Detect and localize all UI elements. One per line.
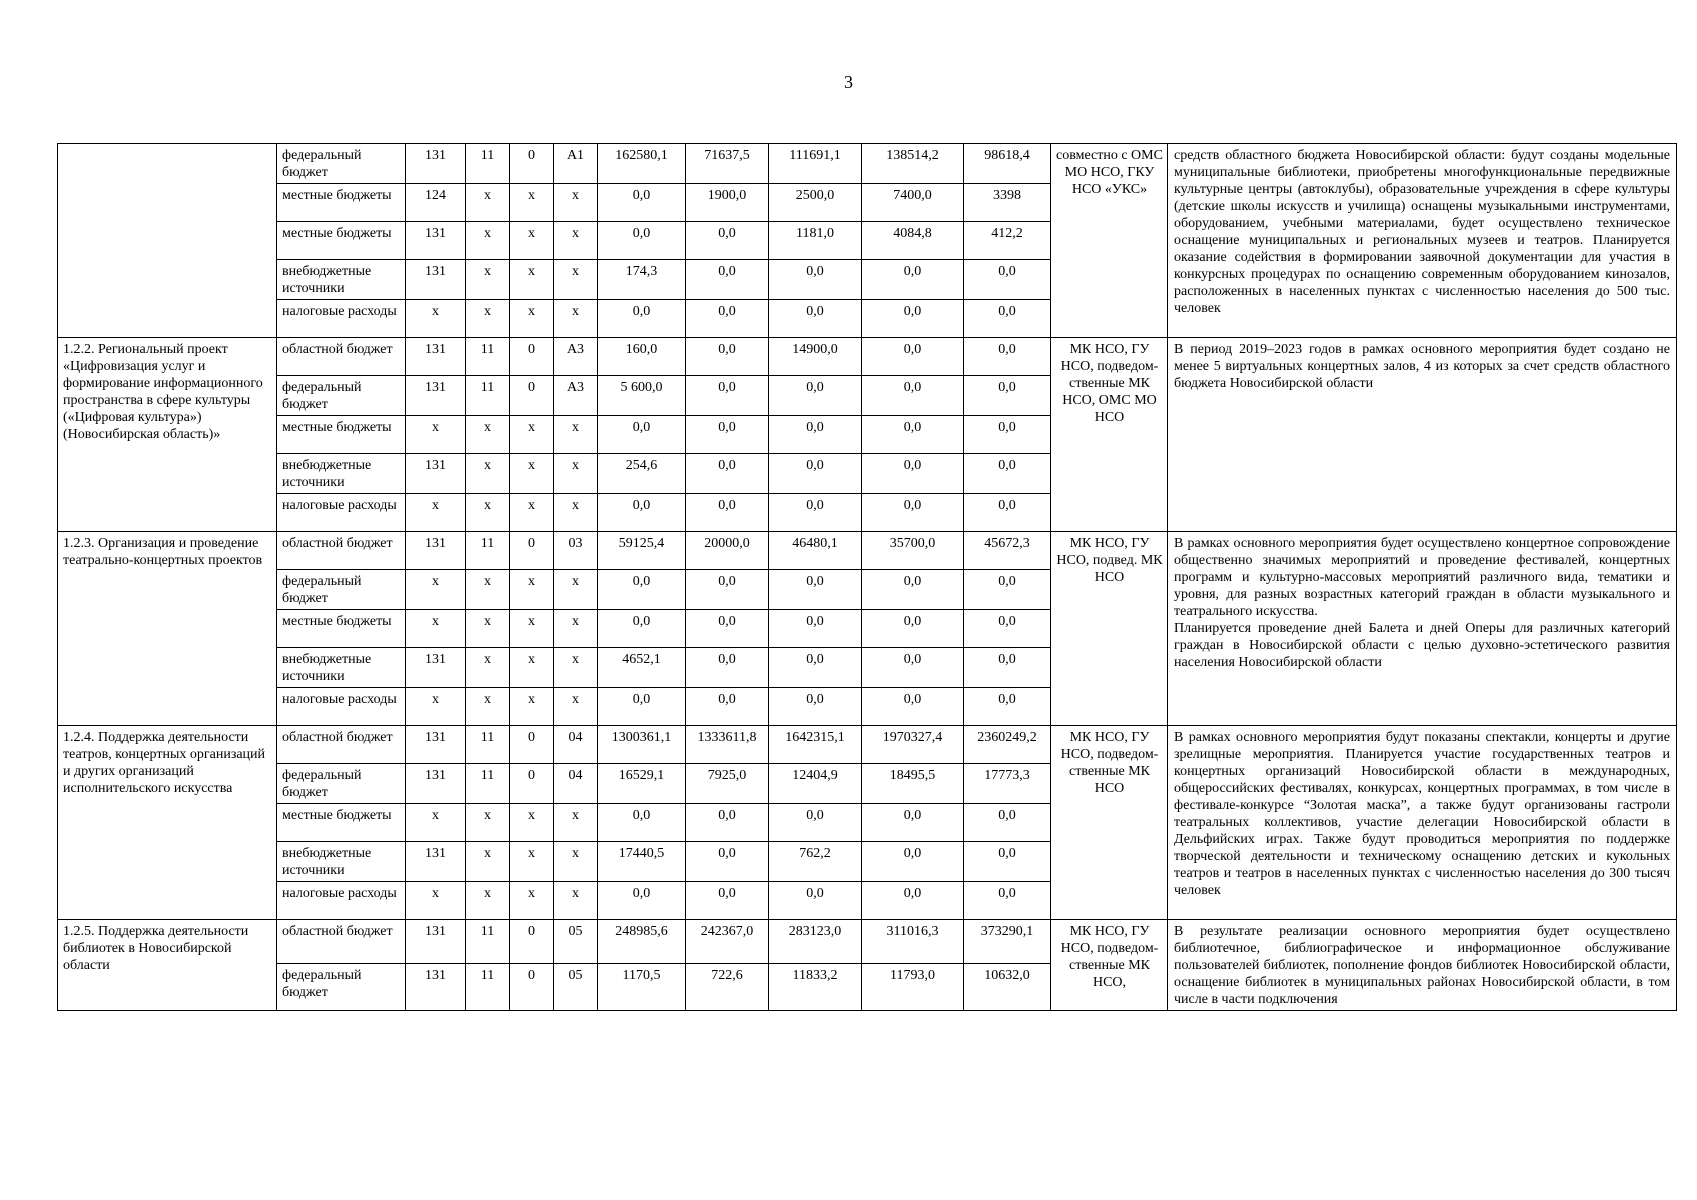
- cell-value: 0,0: [686, 376, 769, 416]
- cell-value: 04: [554, 726, 598, 764]
- cell-value: 0,0: [964, 416, 1051, 454]
- cell-value: 0: [510, 920, 554, 964]
- description-text: В рамках основного мероприятия будет осуществлено концертное сопровождение общественно значимых мероприятий и проведение фестивалей, концертных программ и культурно-массовых мероприятий различного вида, тематики и уровня, для разных возрастных категорий граждан в области музыкального и театрального искусства.: [1174, 536, 1670, 619]
- cell-value: x: [406, 610, 466, 648]
- cell-value: 373290,1: [964, 920, 1051, 964]
- funding-source: налоговые расходы: [277, 688, 406, 726]
- cell-value: x: [406, 494, 466, 532]
- funding-source: областной бюджет: [277, 920, 406, 964]
- cell-value: 131: [406, 920, 466, 964]
- cell-value: 0,0: [862, 338, 964, 376]
- cell-value: 0,0: [686, 648, 769, 688]
- funding-source: областной бюджет: [277, 726, 406, 764]
- cell-value: x: [554, 300, 598, 338]
- expected-result: [1168, 726, 1677, 920]
- cell-value: 131: [406, 222, 466, 260]
- funding-source: внебюджетные источники: [277, 842, 406, 882]
- cell-value: 0,0: [598, 300, 686, 338]
- cell-value: 11: [466, 764, 510, 804]
- cell-value: 0,0: [964, 376, 1051, 416]
- cell-value: 131: [406, 260, 466, 300]
- table-row: [58, 338, 1677, 376]
- cell-value: x: [510, 184, 554, 222]
- cell-value: 0,0: [862, 610, 964, 648]
- cell-value: x: [554, 260, 598, 300]
- cell-value: x: [466, 842, 510, 882]
- cell-value: x: [466, 610, 510, 648]
- cell-value: 0,0: [598, 688, 686, 726]
- measure-name: [58, 144, 277, 338]
- cell-value: 0,0: [862, 882, 964, 920]
- cell-value: 0,0: [964, 570, 1051, 610]
- cell-value: 11: [466, 920, 510, 964]
- cell-value: 46480,1: [769, 532, 862, 570]
- funding-source: областной бюджет: [277, 338, 406, 376]
- cell-value: 0: [510, 764, 554, 804]
- cell-value: 131: [406, 454, 466, 494]
- cell-value: 20000,0: [686, 532, 769, 570]
- cell-value: x: [406, 300, 466, 338]
- cell-value: x: [554, 570, 598, 610]
- cell-value: 0,0: [862, 570, 964, 610]
- cell-value: 0,0: [598, 222, 686, 260]
- cell-value: 0,0: [769, 610, 862, 648]
- cell-value: 1642315,1: [769, 726, 862, 764]
- cell-value: x: [554, 648, 598, 688]
- cell-value: 2500,0: [769, 184, 862, 222]
- executor: МК НСО, ГУ НСО, подведом-ственные МК НСО: [1051, 726, 1168, 920]
- cell-value: x: [466, 222, 510, 260]
- cell-value: 0,0: [769, 804, 862, 842]
- cell-value: 138514,2: [862, 144, 964, 184]
- cell-value: 174,3: [598, 260, 686, 300]
- cell-value: x: [510, 804, 554, 842]
- cell-value: x: [510, 648, 554, 688]
- cell-value: 0,0: [598, 804, 686, 842]
- cell-value: 59125,4: [598, 532, 686, 570]
- cell-value: 0,0: [769, 494, 862, 532]
- cell-value: 0: [510, 964, 554, 1011]
- cell-value: x: [554, 842, 598, 882]
- cell-value: 14900,0: [769, 338, 862, 376]
- cell-value: 242367,0: [686, 920, 769, 964]
- cell-value: 0,0: [686, 300, 769, 338]
- cell-value: x: [510, 688, 554, 726]
- cell-value: 0,0: [769, 416, 862, 454]
- cell-value: 4652,1: [598, 648, 686, 688]
- funding-source: местные бюджеты: [277, 804, 406, 842]
- cell-value: 131: [406, 376, 466, 416]
- cell-value: 71637,5: [686, 144, 769, 184]
- description-text: В рамках основного мероприятия будут показаны спектакли, концерты и другие зрелищные мероприятия. Планируется участие государственных театров и концертных организаций Новосибирской области в международных, общероссийских фестивалях, конкурсах, концертных программах, в том числе в фестивале-конкурсе “Золотая маска”, а также будут организованы гастроли театральных коллективов, участие делегации Новосибирской области в Дельфийских играх. Также будут проводиться мероприятия по поддержке творческой деятельности и техническому оснащению детских и кукольных театров и театров в населенных пунктах с численностью населения до 300 тысяч человек: [1174, 730, 1670, 898]
- cell-value: 0,0: [598, 416, 686, 454]
- cell-value: 0,0: [964, 300, 1051, 338]
- cell-value: x: [510, 222, 554, 260]
- cell-value: 17440,5: [598, 842, 686, 882]
- cell-value: 0,0: [686, 570, 769, 610]
- cell-value: 0,0: [862, 260, 964, 300]
- cell-value: x: [466, 882, 510, 920]
- description-text: В период 2019–2023 годов в рамках основного мероприятия будет создано не менее 5 виртуальных концертных залов, 4 из которых за счет средств областного бюджета Новосибирской области: [1174, 342, 1670, 391]
- funding-source: местные бюджеты: [277, 184, 406, 222]
- funding-source: местные бюджеты: [277, 222, 406, 260]
- cell-value: 18495,5: [862, 764, 964, 804]
- funding-source: областной бюджет: [277, 532, 406, 570]
- cell-value: x: [554, 610, 598, 648]
- cell-value: x: [554, 416, 598, 454]
- cell-value: 0,0: [686, 804, 769, 842]
- cell-value: 11833,2: [769, 964, 862, 1011]
- cell-value: 3398: [964, 184, 1051, 222]
- cell-value: x: [554, 184, 598, 222]
- cell-value: 1300361,1: [598, 726, 686, 764]
- cell-value: x: [466, 688, 510, 726]
- table-row: [58, 920, 1677, 964]
- cell-value: x: [554, 494, 598, 532]
- budget-table: [57, 143, 1677, 1011]
- cell-value: x: [406, 882, 466, 920]
- cell-value: x: [466, 300, 510, 338]
- cell-value: 11: [466, 964, 510, 1011]
- cell-value: 0: [510, 376, 554, 416]
- cell-value: 0: [510, 726, 554, 764]
- cell-value: x: [554, 688, 598, 726]
- cell-value: 0,0: [862, 648, 964, 688]
- cell-value: 0,0: [862, 842, 964, 882]
- description-text: средств областного бюджета Новосибирской области: будут созданы модельные муниципальные библиотеки, приобретены многофункциональные передвижные культурные центры (автоклубы), образовательные учреждения в сфере культуры (детские школы искусств и училища) оснащены музыкальными инструментами, оборудованием, учебными материалами, будет осуществлено техническое оснащение муниципальных и региональных музеев и театров. Планируется оказание содействия в формировании заявочной документации для участия в конкурсных процедурах по оснащению современным оборудованием кинозалов, расположенных в населенных пунктах с численностью населения до 500 тыс. человек: [1174, 148, 1670, 316]
- executor: МК НСО, ГУ НСО, подвед. МК НСО: [1051, 532, 1168, 726]
- cell-value: x: [466, 454, 510, 494]
- cell-value: 162580,1: [598, 144, 686, 184]
- cell-value: 16529,1: [598, 764, 686, 804]
- funding-source: федеральный бюджет: [277, 144, 406, 184]
- cell-value: 0,0: [964, 842, 1051, 882]
- cell-value: x: [466, 570, 510, 610]
- cell-value: x: [510, 260, 554, 300]
- cell-value: 412,2: [964, 222, 1051, 260]
- cell-value: 131: [406, 964, 466, 1011]
- cell-value: 283123,0: [769, 920, 862, 964]
- cell-value: 0,0: [769, 454, 862, 494]
- cell-value: 131: [406, 532, 466, 570]
- cell-value: 05: [554, 964, 598, 1011]
- cell-value: 0,0: [769, 688, 862, 726]
- cell-value: x: [466, 804, 510, 842]
- cell-value: 17773,3: [964, 764, 1051, 804]
- cell-value: x: [406, 688, 466, 726]
- cell-value: x: [466, 260, 510, 300]
- cell-value: x: [510, 494, 554, 532]
- cell-value: 11: [466, 726, 510, 764]
- cell-value: x: [510, 570, 554, 610]
- cell-value: x: [510, 300, 554, 338]
- cell-value: 131: [406, 338, 466, 376]
- cell-value: 04: [554, 764, 598, 804]
- cell-value: 254,6: [598, 454, 686, 494]
- cell-value: 0,0: [686, 222, 769, 260]
- cell-value: 762,2: [769, 842, 862, 882]
- cell-value: 131: [406, 842, 466, 882]
- cell-value: 0,0: [964, 260, 1051, 300]
- cell-value: x: [554, 454, 598, 494]
- cell-value: 05: [554, 920, 598, 964]
- cell-value: 0,0: [964, 454, 1051, 494]
- funding-source: внебюджетные источники: [277, 648, 406, 688]
- cell-value: 98618,4: [964, 144, 1051, 184]
- funding-source: федеральный бюджет: [277, 570, 406, 610]
- cell-value: 160,0: [598, 338, 686, 376]
- cell-value: 0,0: [769, 300, 862, 338]
- cell-value: 2360249,2: [964, 726, 1051, 764]
- cell-value: 248985,6: [598, 920, 686, 964]
- cell-value: 0,0: [769, 570, 862, 610]
- cell-value: 0,0: [769, 648, 862, 688]
- cell-value: 0,0: [686, 610, 769, 648]
- cell-value: 0,0: [862, 416, 964, 454]
- table-row: [58, 532, 1677, 570]
- cell-value: 0,0: [598, 610, 686, 648]
- cell-value: 0,0: [862, 454, 964, 494]
- cell-value: 0: [510, 338, 554, 376]
- cell-value: 131: [406, 144, 466, 184]
- cell-value: 03: [554, 532, 598, 570]
- cell-value: 131: [406, 726, 466, 764]
- cell-value: 0,0: [769, 376, 862, 416]
- cell-value: 0,0: [686, 842, 769, 882]
- cell-value: 35700,0: [862, 532, 964, 570]
- cell-value: 0,0: [686, 494, 769, 532]
- measure-name: 1.2.3. Организация и проведение театрально-концертных проектов: [58, 532, 277, 726]
- cell-value: 0,0: [686, 416, 769, 454]
- cell-value: x: [510, 610, 554, 648]
- cell-value: А1: [554, 144, 598, 184]
- cell-value: x: [510, 454, 554, 494]
- funding-source: местные бюджеты: [277, 416, 406, 454]
- cell-value: А3: [554, 376, 598, 416]
- funding-source: федеральный бюджет: [277, 376, 406, 416]
- cell-value: 0,0: [686, 338, 769, 376]
- cell-value: 1970327,4: [862, 726, 964, 764]
- cell-value: 0,0: [862, 376, 964, 416]
- table-row: [58, 144, 1677, 184]
- cell-value: 0,0: [769, 260, 862, 300]
- cell-value: 0,0: [598, 882, 686, 920]
- funding-source: внебюджетные источники: [277, 454, 406, 494]
- funding-source: федеральный бюджет: [277, 964, 406, 1011]
- funding-source: налоговые расходы: [277, 882, 406, 920]
- cell-value: x: [466, 648, 510, 688]
- cell-value: 0,0: [686, 454, 769, 494]
- cell-value: 0,0: [862, 688, 964, 726]
- cell-value: 124: [406, 184, 466, 222]
- cell-value: 0,0: [964, 338, 1051, 376]
- cell-value: x: [510, 416, 554, 454]
- cell-value: x: [466, 184, 510, 222]
- cell-value: 0,0: [598, 570, 686, 610]
- cell-value: x: [466, 416, 510, 454]
- executor: совместно с ОМС МО НСО, ГКУ НСО «УКС»: [1051, 144, 1168, 338]
- cell-value: 0,0: [964, 882, 1051, 920]
- cell-value: 0,0: [598, 494, 686, 532]
- measure-name: 1.2.2. Региональный проект «Цифровизация услуг и формирование информационного пространства в сфере культуры («Цифровая культура») (Новосибирская область)»: [58, 338, 277, 532]
- cell-value: x: [554, 222, 598, 260]
- cell-value: 11: [466, 144, 510, 184]
- description-text: Планируется проведение дней Балета и дней Оперы для различных категорий граждан в Новосибирской области с целью духовно-эстетического развития населения Новосибирской области: [1174, 621, 1670, 670]
- expected-result: [1168, 532, 1677, 726]
- cell-value: 0: [510, 532, 554, 570]
- cell-value: 0,0: [964, 688, 1051, 726]
- cell-value: x: [406, 570, 466, 610]
- expected-result: [1168, 338, 1677, 532]
- cell-value: 0,0: [862, 300, 964, 338]
- cell-value: 111691,1: [769, 144, 862, 184]
- funding-source: внебюджетные источники: [277, 260, 406, 300]
- cell-value: 7925,0: [686, 764, 769, 804]
- cell-value: 45672,3: [964, 532, 1051, 570]
- cell-value: 0,0: [686, 260, 769, 300]
- measure-name: 1.2.4. Поддержка деятельности театров, концертных организаций и других организаций исполнительского искусства: [58, 726, 277, 920]
- expected-result: [1168, 920, 1677, 1011]
- cell-value: 1333611,8: [686, 726, 769, 764]
- funding-source: местные бюджеты: [277, 610, 406, 648]
- description-text: В результате реализации основного мероприятия будет осуществлено библиотечное, библиографическое и информационное обслуживание пользователей библиотек, пополнение фондов библиотек Новосибирской области, оснащение библиотек в муниципальных районах Новосибирской области, в том числе в части подключения: [1174, 924, 1670, 1007]
- cell-value: 11: [466, 532, 510, 570]
- cell-value: x: [554, 882, 598, 920]
- cell-value: 1900,0: [686, 184, 769, 222]
- cell-value: 0,0: [686, 882, 769, 920]
- cell-value: 12404,9: [769, 764, 862, 804]
- cell-value: x: [406, 804, 466, 842]
- cell-value: 1170,5: [598, 964, 686, 1011]
- measure-name: 1.2.5. Поддержка деятельности библиотек в Новосибирской области: [58, 920, 277, 1011]
- cell-value: 0,0: [686, 688, 769, 726]
- cell-value: 0,0: [769, 882, 862, 920]
- cell-value: 311016,3: [862, 920, 964, 964]
- funding-source: налоговые расходы: [277, 300, 406, 338]
- cell-value: 0,0: [964, 494, 1051, 532]
- cell-value: x: [406, 416, 466, 454]
- cell-value: x: [510, 842, 554, 882]
- cell-value: 11793,0: [862, 964, 964, 1011]
- expected-result: [1168, 144, 1677, 338]
- cell-value: 4084,8: [862, 222, 964, 260]
- table-row: [58, 726, 1677, 764]
- cell-value: 11: [466, 376, 510, 416]
- cell-value: 722,6: [686, 964, 769, 1011]
- cell-value: 131: [406, 764, 466, 804]
- executor: МК НСО, ГУ НСО, подведом-ственные МК НСО,: [1051, 920, 1168, 1011]
- cell-value: 11: [466, 338, 510, 376]
- cell-value: 10632,0: [964, 964, 1051, 1011]
- cell-value: 1181,0: [769, 222, 862, 260]
- cell-value: x: [510, 882, 554, 920]
- cell-value: 0,0: [964, 804, 1051, 842]
- cell-value: 0: [510, 144, 554, 184]
- cell-value: 131: [406, 648, 466, 688]
- cell-value: x: [554, 804, 598, 842]
- cell-value: x: [466, 494, 510, 532]
- cell-value: А3: [554, 338, 598, 376]
- cell-value: 5 600,0: [598, 376, 686, 416]
- cell-value: 0,0: [598, 184, 686, 222]
- funding-source: налоговые расходы: [277, 494, 406, 532]
- cell-value: 0,0: [964, 610, 1051, 648]
- cell-value: 0,0: [862, 804, 964, 842]
- cell-value: 0,0: [862, 494, 964, 532]
- cell-value: 0,0: [964, 648, 1051, 688]
- funding-source: федеральный бюджет: [277, 764, 406, 804]
- executor: МК НСО, ГУ НСО, подведом-ственные МК НСО, ОМС МО НСО: [1051, 338, 1168, 532]
- cell-value: 7400,0: [862, 184, 964, 222]
- page-number: 3: [844, 72, 853, 92]
